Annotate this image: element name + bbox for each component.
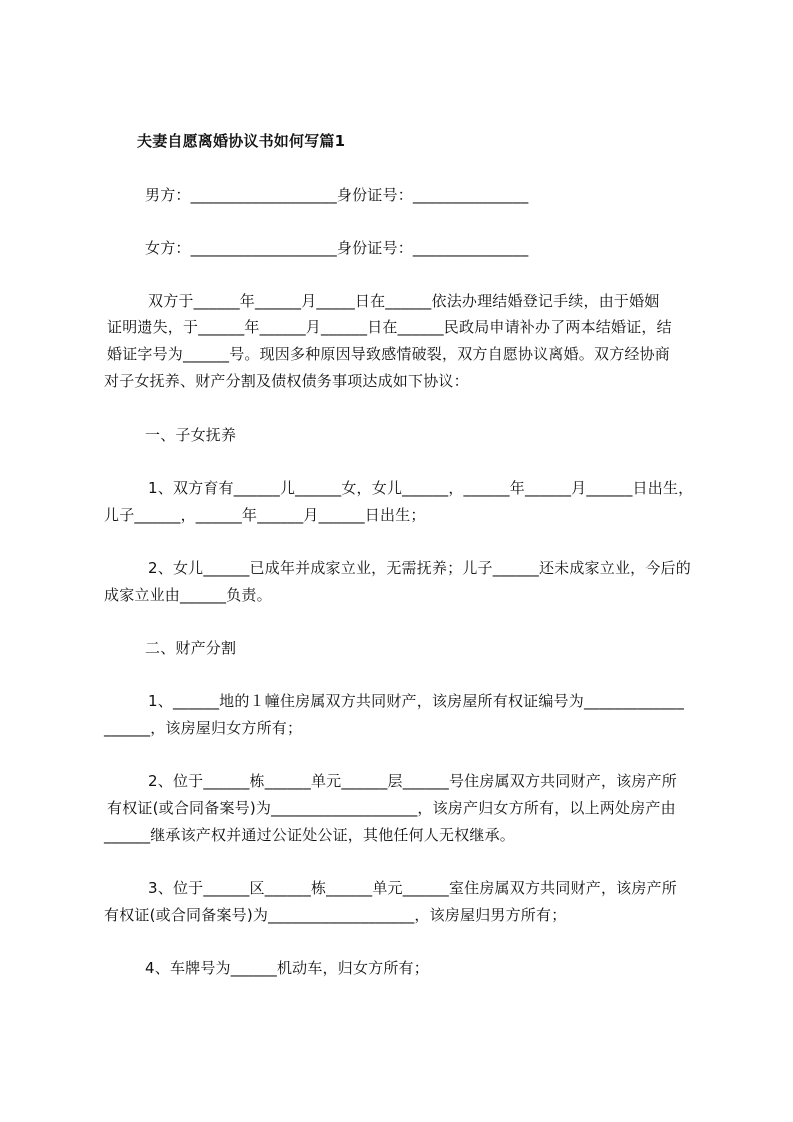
section-heading-child-support: 一、子女抚养 [145, 426, 237, 444]
clause-2-3-line-2: 有权证(或合同备案号)为___________________，该房屋归男方所有； [104, 906, 567, 924]
clause-2-2-line-1: 2、位于______栋______单元______层______号住房属双方共同财产，该房产所 [148, 772, 677, 790]
intro-line-3: 婚证字号为______号。现因多种原因导致感情破裂，双方自愿协议离婚。双方经协商 [107, 345, 671, 363]
section-heading-property-division: 二、财产分割 [145, 639, 237, 657]
clause-2-3-line-1: 3、位于______区______栋______单元______室住房属双方共同财产，该房产所 [148, 879, 677, 897]
clause-1-2-line-2: 成家立业由______负责。 [104, 586, 272, 604]
intro-line-4: 对子女抚养、财产分割及债权债务事项达成如下协议： [104, 372, 469, 390]
male-party-line: 男方：___________________身份证号：_______________ [145, 186, 529, 204]
clause-1-1-line-2: 儿子______，______年______月______日出生； [104, 506, 426, 524]
clause-2-1-line-2: ______，该房屋归女方所有； [104, 719, 303, 737]
clause-1-2-line-1: 2、女儿______已成年并成家立业，无需抚养；儿子______还未成家立业，今后的 [148, 559, 691, 577]
document-title: 夫妻自愿离婚协议书如何写篇1 [137, 132, 346, 150]
intro-line-2: 证明遗失，于______年______月______日在______民政局申请补办了两本结婚证，结 [107, 318, 672, 336]
clause-1-1-line-1: 1、双方育有______儿______女，女儿______，______年______月______日出生， [148, 479, 694, 497]
clause-2-4-line-1: 4、车牌号为______机动车，归女方所有； [145, 959, 429, 977]
clause-2-2-line-2: 有权证(或合同备案号)为___________________，该房产归女方所有，以上两处房产由 [107, 799, 676, 817]
intro-line-1: 双方于______年______月_____日在______依法办理结婚登记手续，由于婚姻 [148, 292, 660, 310]
clause-2-1-line-1: 1、______地的１幢住房属双方共同财产，该房屋所有权证编号为_____________ [148, 692, 685, 710]
female-party-line: 女方：___________________身份证号：_______________ [145, 239, 529, 257]
clause-2-2-line-3: ______继承该产权并通过公证处公证，其他任何人无权继承。 [104, 826, 516, 844]
